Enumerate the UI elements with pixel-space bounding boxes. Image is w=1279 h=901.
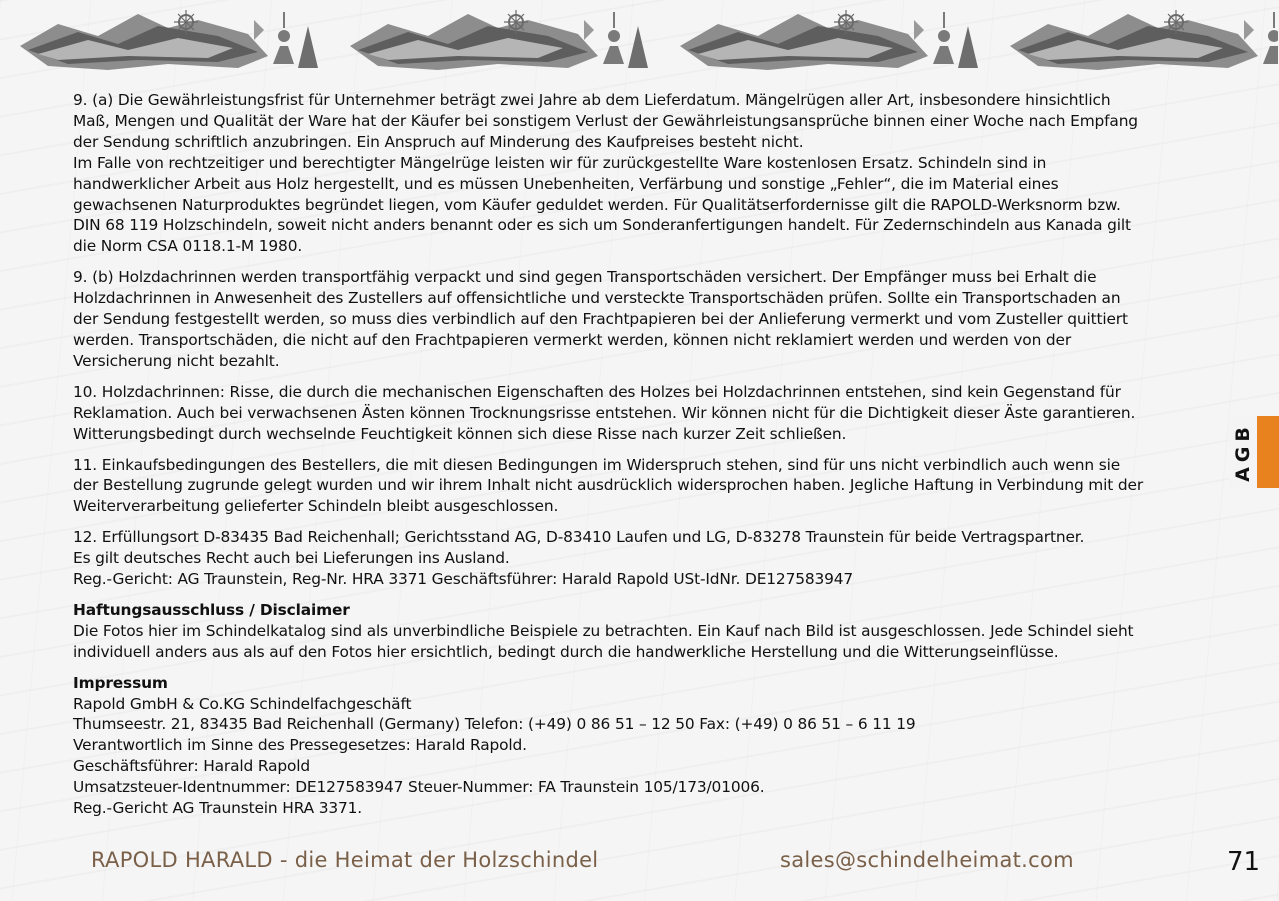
section-11 (73, 455, 1213, 518)
text-line: Die Fotos hier im Schindelkatalog sind als unverbindliche Beispiele zu betrachten. Ein Kauf nach Bild ist ausgeschlossen. Jede Schindel sieht (73, 621, 1134, 640)
agb-label-text: AGB (1232, 422, 1255, 482)
text-line: Verantwortlich im Sinne des Pressegesetzes: Harald Rapold. (73, 736, 527, 755)
text-line: Maß, Mengen und Qualität der Ware hat der Käufer bei sonstigem Verlust der Gewährleistungsansprüche binnen einer Woche nach Empfang (73, 111, 1138, 130)
text-line: Witterungsbedingt durch wechselnde Feuchtigkeit können sich diese Risse nach kurzer Zeit schließen. (73, 424, 847, 443)
text-line: Es gilt deutsches Recht auch bei Lieferungen ins Ausland. (73, 549, 510, 568)
woodcut-banner-icon (18, 6, 1278, 74)
text-line: Reg.-Gericht: AG Traunstein, Reg-Nr. HRA 3371 Geschäftsführer: Harald Rapold USt-IdNr. DE127583947 (73, 570, 854, 589)
text-line: Geschäftsführer: Harald Rapold (73, 757, 311, 776)
text-line: Holzdachrinnen in Anwesenheit des Zustellers auf offensichtliche und versteckte Transportschäden prüfen. Sollte ein Transportschaden an (73, 289, 1121, 308)
disclaimer-section (73, 600, 1213, 663)
text-line: gewachsenen Naturproduktes begründet liegen, vom Käufer geduldet werden. Für Qualitätserfordernisse gilt die RAPOLD-Werksnorm bzw. (73, 195, 1121, 214)
section-9b (73, 267, 1213, 372)
text-line: DIN 68 119 Holzschindeln, soweit nicht anders benannt oder es sich um Sonderanfertigungen handelt. Für Zedernschindeln aus Kanada gilt (73, 216, 1131, 235)
text-line: Umsatzsteuer-Identnummer: DE127583947 Steuer-Nummer: FA Traunstein 105/173/01006. (73, 778, 765, 797)
text-line: 12. Erfüllungsort D-83435 Bad Reichenhall; Gerichtsstand AG, D-83410 Laufen und LG, D-83278 Traunstein für beide Vertragspartner. (73, 528, 1085, 547)
text-line: Rapold GmbH & Co.KG Schindelfachgeschäft (73, 694, 412, 713)
text-line: Weiterverarbeitung gelieferter Schindeln bleibt ausgeschlossen. (73, 497, 559, 516)
text-line: der Sendung schriftlich anzubringen. Ein Anspruch auf Minderung des Kaufpreises besteht nicht. (73, 132, 804, 151)
disclaimer-heading: Haftungsausschluss / Disclaimer (73, 600, 350, 619)
terms-content (73, 90, 1213, 829)
section-9a (73, 90, 1213, 257)
text-line: individuell anders aus als auf den Fotos hier ersichtlich, bedingt durch die handwerkliche Herstellung und die Witterungseinflüsse. (73, 642, 1059, 661)
text-line: werden. Transportschäden, die nicht auf den Frachtpapieren vermerkt werden, können nicht reklamiert werden und werden von der (73, 330, 1072, 349)
section-10 (73, 382, 1213, 445)
footer-brand: RAPOLD HARALD - die Heimat der Holzschindel (91, 848, 599, 872)
text-line: 11. Einkaufsbedingungen des Bestellers, die mit diesen Bedingungen im Widerspruch stehen, sind für uns nicht verbindlich auch wenn sie (73, 455, 1121, 474)
impressum-heading: Impressum (73, 673, 168, 692)
page-number: 71 (1227, 847, 1261, 877)
text-line: 10. Holzdachrinnen: Risse, die durch die mechanischen Eigenschaften des Holzes bei Holzdachrinnen entstehen, sind kein Gegenstand für (73, 382, 1121, 401)
section-12 (73, 527, 1213, 590)
text-line: 9. (b) Holzdachrinnen werden transportfähig verpackt und sind gegen Transportschäden versichert. Der Empfänger muss bei Erhalt die (73, 268, 1097, 287)
agb-tab-label (1229, 416, 1257, 488)
text-line: der Bestellung zugrunde gelegt wurden und wir ihrem Inhalt nicht ausdrücklich widersprochen haben. Jegliche Haftung in Verbindung mit der (73, 476, 1144, 495)
text-line: die Norm CSA 0118.1-M 1980. (73, 237, 303, 256)
text-line: Versicherung nicht bezahlt. (73, 351, 280, 370)
text-line: der Sendung festgestellt werden, so muss dies verbindlich auf den Frachtpapieren bei der Anlieferung vermerkt und vom Zusteller quittiert (73, 310, 1128, 329)
text-line: 9. (a) Die Gewährleistungsfrist für Unternehmer beträgt zwei Jahre ab dem Lieferdatum. Mängelrügen aller Art, insbesondere hinsichtlich (73, 91, 1111, 109)
footer-email-link[interactable]: sales@schindelheimat.com (780, 848, 1074, 872)
text-line: Reg.-Gericht AG Traunstein HRA 3371. (73, 799, 363, 818)
text-line: Im Falle von rechtzeitiger und berechtigter Mängelrüge leisten wir für zurückgestellte Ware kostenlosen Ersatz. Schindeln sind in (73, 153, 1047, 172)
text-line: Thumseestr. 21, 83435 Bad Reichenhall (Germany) Telefon: (+49) 0 86 51 – 12 50 Fax: (+49) 0 86 51 – 6 11 19 (73, 715, 916, 734)
impressum-section (73, 673, 1213, 819)
text-line: handwerklicher Arbeit aus Holz hergestellt, und es müssen Unebenheiten, Verfärbung und sonstige „Fehler“, die im Material eines (73, 174, 1059, 193)
text-line: Reklamation. Auch bei verwachsenen Ästen können Trocknungsrisse entstehen. Wir können nicht für die Dichtigkeit dieser Äste garantieren. (73, 403, 1136, 422)
